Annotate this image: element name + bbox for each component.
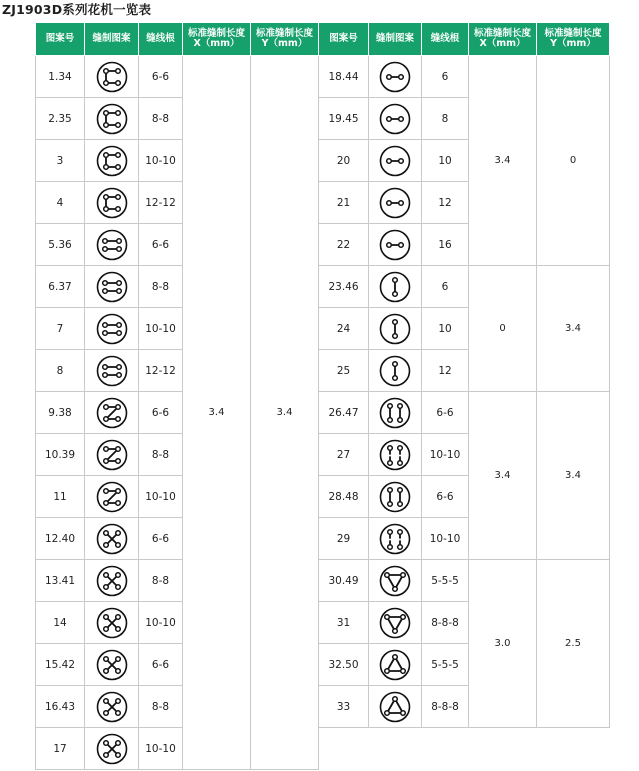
four-hole-parallel-icon [96,355,128,387]
stitch-pattern-cell [369,182,422,224]
stitch-pattern-cell [369,434,422,476]
stitch-pattern-cell [369,350,422,392]
header-length-x-right [469,23,537,56]
length-y-cell: 2.5 [537,560,610,728]
stitch-pattern-cell [85,560,139,602]
stitch-pattern-cell [369,308,422,350]
table-row [36,392,610,434]
stitch-pattern-cell [369,560,422,602]
pattern-table-container [35,22,609,768]
four-hole-vertical-icon [379,397,411,429]
pattern-no-cell: 18.44 [319,56,369,98]
thread-count-cell: 6-6 [139,56,183,98]
header-thread-count-right: 缝线根 [422,23,469,56]
two-hole-horizontal-icon [379,145,411,177]
thread-count-cell: 6-6 [139,392,183,434]
header-stitch-pattern: 缝制图案 [85,23,139,56]
pattern-no-cell: 31 [319,602,369,644]
header-length-y-right-line2: Y（mm） [550,38,596,49]
table-row [36,728,610,770]
four-hole-parallel-icon [96,271,128,303]
thread-count-cell: 12-12 [139,350,183,392]
stitch-pattern-cell [369,140,422,182]
stitch-pattern-cell [85,140,139,182]
thread-count-cell: 8-8 [139,266,183,308]
header-stitch-pattern-right: 缝制图案 [369,23,422,56]
header-length-y [251,23,319,56]
three-hole-down-icon [379,565,411,597]
stitch-pattern-cell [85,686,139,728]
stitch-pattern-cell [85,476,139,518]
stitch-pattern-cell [85,266,139,308]
length-x-cell: 3.4 [183,56,251,770]
stitch-pattern-cell [85,308,139,350]
thread-count-cell: 10-10 [139,140,183,182]
three-hole-down-icon [379,607,411,639]
thread-count-cell: 8-8 [139,560,183,602]
four-hole-square-icon [96,145,128,177]
thread-count-cell: 10-10 [139,602,183,644]
four-hole-cross-icon [96,733,128,765]
thread-count-cell: 6-6 [422,392,469,434]
length-x-cell: 3.4 [469,56,537,266]
thread-count-cell: 12 [422,182,469,224]
pattern-no-cell: 24 [319,308,369,350]
pattern-no-cell: 12.40 [36,518,85,560]
table-row [36,560,610,602]
thread-count-cell: 8-8-8 [422,602,469,644]
pattern-no-cell: 26.47 [319,392,369,434]
stitch-pattern-cell [369,644,422,686]
pattern-no-cell: 8 [36,350,85,392]
pattern-no-cell: 29 [319,518,369,560]
pattern-no-cell: 16.43 [36,686,85,728]
two-hole-horizontal-icon [379,103,411,135]
stitch-pattern-cell [85,98,139,140]
length-y-cell: 3.4 [537,392,610,560]
header-pattern-no-right: 图案号 [319,23,369,56]
pattern-no-cell: 32.50 [319,644,369,686]
two-hole-horizontal-icon [379,61,411,93]
header-length-y-right-line1: 标准缝制长度 [544,28,602,39]
pattern-no-cell: 5.36 [36,224,85,266]
pattern-no-cell: 7 [36,308,85,350]
stitch-pattern-cell [369,224,422,266]
pattern-no-cell: 28.48 [319,476,369,518]
thread-count-cell: 10-10 [422,434,469,476]
header-row [36,23,610,56]
pattern-no-cell: 17 [36,728,85,770]
stitch-pattern-cell [369,476,422,518]
pattern-no-cell: 15.42 [36,644,85,686]
four-hole-cross-icon [96,691,128,723]
stitch-pattern-cell [369,266,422,308]
stitch-pattern-cell [85,602,139,644]
four-hole-square-icon [96,187,128,219]
thread-count-cell: 10-10 [422,518,469,560]
pattern-no-cell: 6.37 [36,266,85,308]
stitch-pattern-cell [85,182,139,224]
pattern-no-cell: 10.39 [36,434,85,476]
thread-count-cell: 8-8 [139,98,183,140]
pattern-no-cell: 21 [319,182,369,224]
pattern-no-cell: 27 [319,434,369,476]
stitch-pattern-cell [85,392,139,434]
table-row [36,266,610,308]
four-hole-cross-icon [96,607,128,639]
pattern-no-cell: 13.41 [36,560,85,602]
length-y-cell: 0 [537,56,610,266]
thread-count-cell: 6 [422,56,469,98]
pattern-no-cell: 3 [36,140,85,182]
thread-count-cell: 8-8 [139,686,183,728]
stitch-pattern-cell [85,728,139,770]
four-hole-vertical-icon [379,481,411,513]
thread-count-cell: 6-6 [139,518,183,560]
four-hole-horizontal-pair-icon [379,439,411,471]
pattern-no-cell: 2.35 [36,98,85,140]
four-hole-horizontal-pair-icon [379,523,411,555]
thread-count-cell: 16 [422,224,469,266]
thread-count-cell: 10-10 [139,728,183,770]
length-x-cell: 3.4 [469,392,537,560]
empty-cell [319,728,610,770]
pattern-no-cell: 30.49 [319,560,369,602]
thread-count-cell: 6-6 [422,476,469,518]
thread-count-cell: 6-6 [139,644,183,686]
header-length-y-line2: Y（mm） [261,38,308,49]
four-hole-square-icon [96,103,128,135]
header-length-x-right-line1: 标准缝制长度 [473,28,531,39]
thread-count-cell: 12-12 [139,182,183,224]
stitch-pattern-cell [85,224,139,266]
stitch-pattern-cell [85,434,139,476]
thread-count-cell: 5-5-5 [422,560,469,602]
pattern-no-cell: 20 [319,140,369,182]
length-x-cell: 0 [469,266,537,392]
page-title: ZJ1903D系列花机一览表 [2,2,152,17]
stitch-pattern-cell [369,602,422,644]
stitch-pattern-cell [369,98,422,140]
four-hole-cross-icon [96,565,128,597]
stitch-pattern-cell [369,56,422,98]
thread-count-cell: 6 [422,266,469,308]
two-hole-horizontal-icon [379,187,411,219]
pattern-no-cell: 25 [319,350,369,392]
four-hole-cross-icon [96,649,128,681]
three-hole-up-icon [379,649,411,681]
table-row [36,56,610,98]
two-hole-vertical-icon [379,355,411,387]
length-x-cell: 3.0 [469,560,537,728]
thread-count-cell: 8-8-8 [422,686,469,728]
four-hole-z-icon [96,439,128,471]
header-length-x-right-line2: X（mm） [479,38,526,49]
stitch-pattern-cell [369,518,422,560]
pattern-no-cell: 1.34 [36,56,85,98]
four-hole-square-icon [96,61,128,93]
thread-count-cell: 8 [422,98,469,140]
header-length-x [183,23,251,56]
two-hole-vertical-icon [379,313,411,345]
two-hole-horizontal-icon [379,229,411,261]
pattern-no-cell: 23.46 [319,266,369,308]
pattern-no-cell: 11 [36,476,85,518]
header-pattern-no: 图案号 [36,23,85,56]
header-length-x-line2: X（mm） [193,38,240,49]
stitch-pattern-cell [85,350,139,392]
header-length-x-line1: 标准缝制长度 [187,28,245,39]
four-hole-cross-icon [96,523,128,555]
thread-count-cell: 10-10 [139,308,183,350]
pattern-no-cell: 14 [36,602,85,644]
two-hole-vertical-icon [379,271,411,303]
pattern-no-cell: 9.38 [36,392,85,434]
pattern-table [35,22,610,770]
thread-count-cell: 5-5-5 [422,644,469,686]
three-hole-up-icon [379,691,411,723]
header-length-y-right [537,23,610,56]
thread-count-cell: 10 [422,308,469,350]
four-hole-z-icon [96,481,128,513]
pattern-no-cell: 33 [319,686,369,728]
four-hole-parallel-icon [96,313,128,345]
four-hole-parallel-icon [96,229,128,261]
length-y-cell: 3.4 [251,56,319,770]
stitch-pattern-cell [85,56,139,98]
header-length-y-line1: 标准缝制长度 [255,28,313,39]
stitch-pattern-cell [85,644,139,686]
header-thread-count: 缝线根 [139,23,183,56]
thread-count-cell: 10 [422,140,469,182]
pattern-no-cell: 19.45 [319,98,369,140]
thread-count-cell: 12 [422,350,469,392]
four-hole-z-icon [96,397,128,429]
thread-count-cell: 10-10 [139,476,183,518]
pattern-no-cell: 22 [319,224,369,266]
thread-count-cell: 6-6 [139,224,183,266]
stitch-pattern-cell [85,518,139,560]
stitch-pattern-cell [369,686,422,728]
thread-count-cell: 8-8 [139,434,183,476]
length-y-cell: 3.4 [537,266,610,392]
stitch-pattern-cell [369,392,422,434]
pattern-no-cell: 4 [36,182,85,224]
